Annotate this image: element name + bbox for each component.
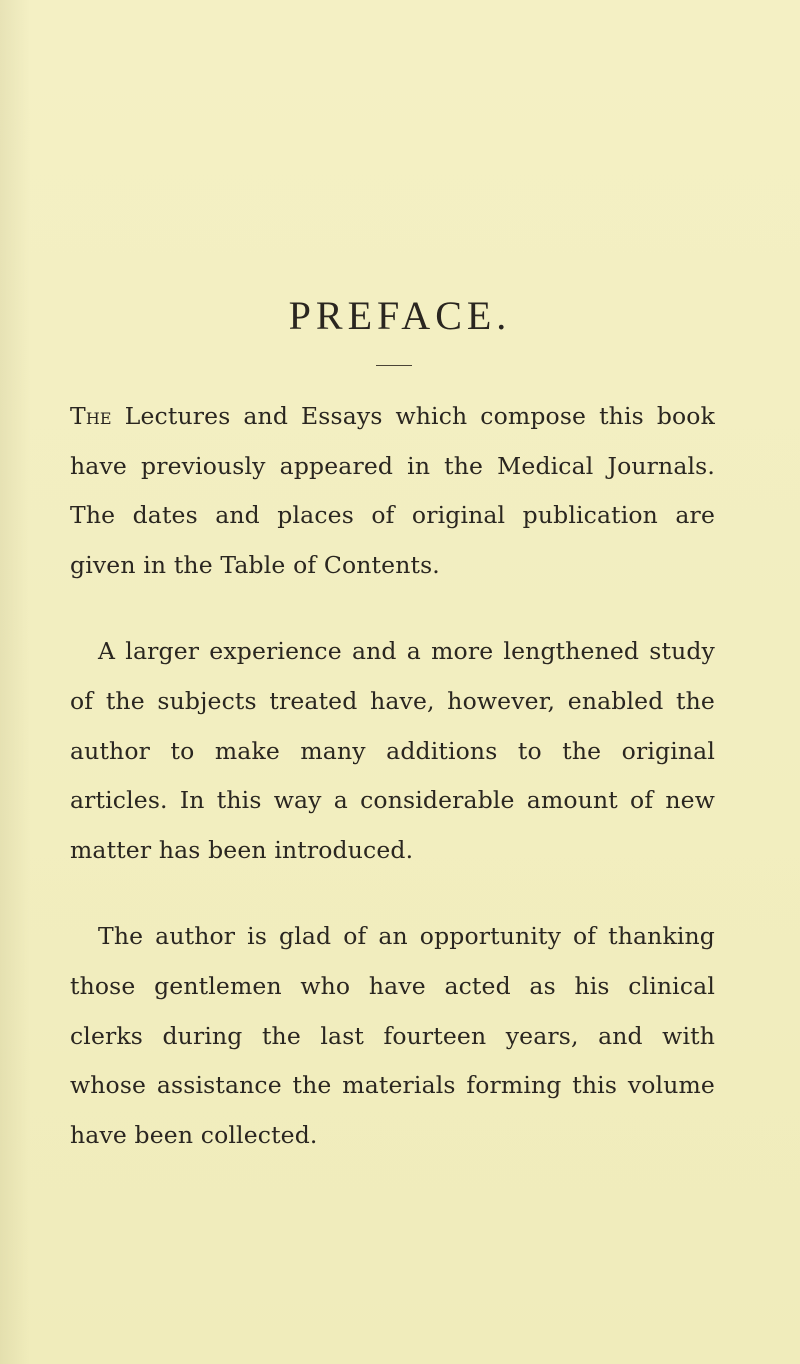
- paragraph-2: A larger experience and a more lengthened study of the subjects treated have, however, enabled the author to make many additions to the original articles. In this way a considerable amount of new matter has been introduced.: [70, 637, 715, 864]
- paragraph-lead-word: The: [70, 402, 112, 430]
- paragraph-1-text: Lectures and Essays which compose this book have previously appeared in the Medical Journals. The dates and places of original publication are given in the Table of Contents.: [70, 402, 715, 579]
- page-title: PREFACE.: [288, 293, 512, 338]
- title-divider: [376, 365, 412, 366]
- paragraph-3: The author is glad of an opportunity of thanking those gentlemen who have acted as his clinical clerks during the last fourteen years, and with whose assistance the materials forming this volume have been collected.: [70, 922, 715, 1149]
- preface-body: [70, 392, 715, 1160]
- paragraph-1: [70, 392, 715, 590]
